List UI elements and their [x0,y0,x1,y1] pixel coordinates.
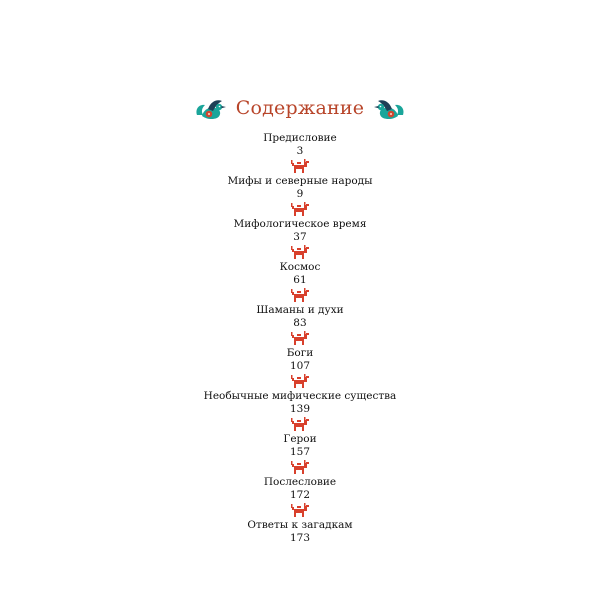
toc-entry-page-number: 157 [289,446,311,458]
toc-entry-title: Герои [283,433,317,445]
toc-entry-title: Послесловие [263,476,337,488]
reindeer-ornament-icon [291,374,309,389]
toc-entry-title: Предисловие [263,132,337,144]
contents-heading-row [0,92,600,124]
toc-entry[interactable] [234,218,367,244]
reindeer-ornament-icon [291,331,309,346]
reindeer-ornament-icon [291,417,309,432]
bird-ornament-icon [194,95,228,121]
toc-entry[interactable] [256,304,343,330]
reindeer-ornament-icon [291,159,309,174]
toc-entry[interactable] [204,390,397,416]
reindeer-ornament-icon [291,202,309,217]
toc-entry-page-number: 83 [293,317,307,329]
toc-entry-title: Необычные мифические существа [203,390,397,402]
toc-entry[interactable] [287,347,314,373]
toc-entry-title: Шаманы и духи [256,304,344,316]
toc-entry-title: Мифологическое время [233,218,367,230]
toc-entry[interactable] [247,519,352,545]
toc-entry-page-number: 37 [293,231,307,243]
toc-entry-title: Ответы к загадкам [247,519,353,531]
toc-entry-page-number: 107 [289,360,311,372]
toc-entry-title: Боги [286,347,314,359]
toc-entry-page-number: 9 [296,188,304,200]
toc-entry-page-number: 61 [293,274,307,286]
toc-entry[interactable] [280,261,321,287]
reindeer-ornament-icon [291,245,309,260]
toc-entry[interactable] [264,476,336,502]
toc-entry-page-number: 172 [289,489,311,501]
table-of-contents [0,132,600,545]
toc-entry[interactable] [283,433,316,459]
bird-ornament-icon [372,95,406,121]
toc-entry-page-number: 3 [296,145,304,157]
toc-entry-page-number: 139 [289,403,311,415]
contents-heading: Содержание [235,97,365,119]
reindeer-ornament-icon [291,460,309,475]
reindeer-ornament-icon [291,288,309,303]
toc-entry[interactable] [228,175,373,201]
reindeer-ornament-icon [291,503,309,518]
toc-entry[interactable] [263,132,337,158]
toc-entry-title: Мифы и северные народы [227,175,373,187]
toc-entry-page-number: 173 [289,532,311,544]
toc-entry-title: Космос [279,261,321,273]
